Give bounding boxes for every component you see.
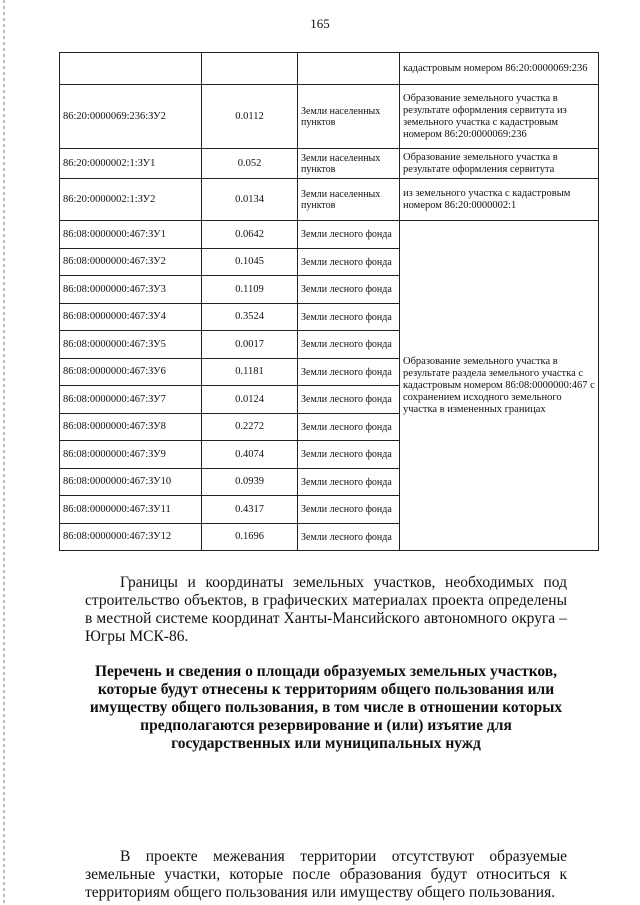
cadastral-number-cell: 86:08:0000000:467:ЗУ9 — [60, 441, 202, 469]
page-edge — [3, 0, 5, 905]
area-cell: 0.4074 — [202, 441, 298, 469]
page-number: 165 — [310, 16, 330, 31]
category-cell: Земли лесного фонда — [298, 359, 400, 386]
category-cell: Земли лесного фонда — [298, 441, 400, 469]
area-cell: 0.3524 — [202, 304, 298, 331]
area-cell: 0.0642 — [202, 221, 298, 249]
category-cell — [298, 53, 400, 85]
area-cell: 0.1696 — [202, 524, 298, 551]
cadastral-number-cell: 86:08:0000000:467:ЗУ4 — [60, 304, 202, 331]
category-cell: Земли населенных пунктов — [298, 179, 400, 221]
cadastral-number-cell: 86:08:0000000:467:ЗУ8 — [60, 414, 202, 441]
area-cell: 0.1181 — [202, 359, 298, 386]
area-cell: 0.0134 — [202, 179, 298, 221]
cadastral-number-cell: 86:20:0000002:1:ЗУ1 — [60, 149, 202, 179]
cadastral-number-cell: 86:08:0000000:467:ЗУ10 — [60, 469, 202, 496]
area-cell: 0.0939 — [202, 469, 298, 496]
category-cell: Земли лесного фонда — [298, 386, 400, 414]
category-cell: Земли лесного фонда — [298, 331, 400, 359]
table-row — [60, 149, 599, 179]
land-plots-table — [59, 52, 599, 551]
cadastral-number-cell: 86:08:0000000:467:ЗУ5 — [60, 331, 202, 359]
table-row — [60, 53, 599, 85]
area-cell: 0.052 — [202, 149, 298, 179]
boundaries-paragraph: Границы и координаты земельных участков, необходимых под строительство объектов, в графических материалах проекта определены в местной системе координат Ханты-Мансийского автономного округа – Югры МСК-86. — [85, 574, 567, 645]
area-cell: 0.4317 — [202, 496, 298, 524]
formation-method-cell: кадастровым номером 86:20:0000069:236 — [400, 53, 599, 85]
area-cell: 0.1109 — [202, 276, 298, 304]
cadastral-number-cell: 86:08:0000000:467:ЗУ6 — [60, 359, 202, 386]
cadastral-number-cell: 86:08:0000000:467:ЗУ7 — [60, 386, 202, 414]
absence-paragraph: В проекте межевания территории отсутствуют образуемые земельные участки, которые после образования будут относиться к территориям общего пользования или имуществу общего пользования. — [85, 848, 567, 901]
section-heading: Перечень и сведения о площади образуемых земельных участков, которые будут отнесены к территориям общего пользования или имуществу общего пользования, в том числе в отношении которых предполагаются резервирование и (или) изъятие для государственных или муниципальных нужд — [89, 663, 563, 752]
category-cell: Земли лесного фонда — [298, 276, 400, 304]
formation-method-cell: из земельного участка с кадастровым номером 86:20:0000002:1 — [400, 179, 599, 221]
area-cell: 0.0112 — [202, 85, 298, 149]
area-cell: 0.0124 — [202, 386, 298, 414]
category-cell: Земли лесного фонда — [298, 496, 400, 524]
table-row — [60, 221, 599, 249]
cadastral-number-cell: 86:08:0000000:467:ЗУ3 — [60, 276, 202, 304]
area-cell: 0.0017 — [202, 331, 298, 359]
category-cell: Земли лесного фонда — [298, 414, 400, 441]
category-cell: Земли лесного фонда — [298, 304, 400, 331]
formation-method-cell: Образование земельного участка в результате раздела земельного участка с кадастровым номером 86:08:0000000:467 с сохранением исходного земельного участка в измененных границах — [400, 221, 599, 551]
table-row — [60, 85, 599, 149]
area-cell: 0.1045 — [202, 249, 298, 276]
cadastral-number-cell: 86:20:0000002:1:ЗУ2 — [60, 179, 202, 221]
category-cell: Земли населенных пунктов — [298, 149, 400, 179]
category-cell: Земли лесного фонда — [298, 469, 400, 496]
category-cell: Земли лесного фонда — [298, 249, 400, 276]
cadastral-number-cell: 86:08:0000000:467:ЗУ12 — [60, 524, 202, 551]
area-cell — [202, 53, 298, 85]
category-cell: Земли лесного фонда — [298, 221, 400, 249]
cadastral-number-cell: 86:20:0000069:236:ЗУ2 — [60, 85, 202, 149]
cadastral-number-cell — [60, 53, 202, 85]
category-cell: Земли населенных пунктов — [298, 85, 400, 149]
table-row — [60, 179, 599, 221]
category-cell: Земли лесного фонда — [298, 524, 400, 551]
cadastral-number-cell: 86:08:0000000:467:ЗУ1 — [60, 221, 202, 249]
formation-method-cell: Образование земельного участка в результате оформления сервитута из земельного участка с кадастровым номером 86:20:0000069:236 — [400, 85, 599, 149]
area-cell: 0.2272 — [202, 414, 298, 441]
cadastral-number-cell: 86:08:0000000:467:ЗУ2 — [60, 249, 202, 276]
formation-method-cell: Образование земельного участка в результате оформления сервитута — [400, 149, 599, 179]
cadastral-number-cell: 86:08:0000000:467:ЗУ11 — [60, 496, 202, 524]
